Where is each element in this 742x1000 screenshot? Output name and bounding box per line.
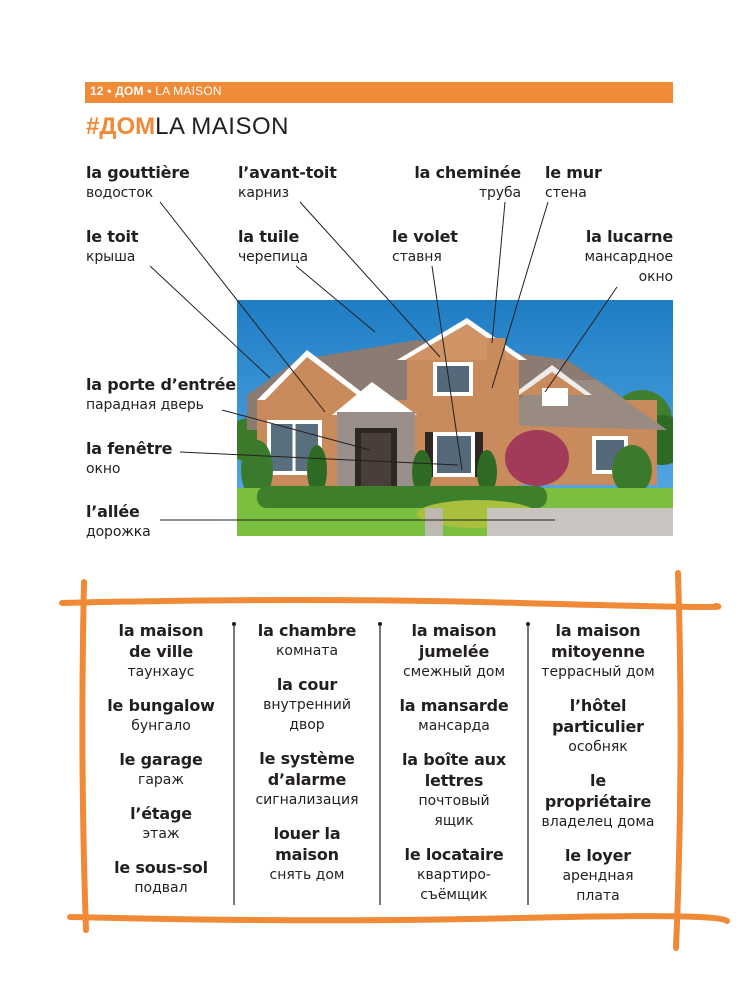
vocab-boite-aux-lettres: la boîte aux lettres почтовый ящик <box>402 750 506 829</box>
label-toit: le toit крыша <box>86 227 139 265</box>
vocab-proprietaire: le propriétaire владелец дома <box>541 771 655 830</box>
label-tuile: la tuile черепица <box>238 227 308 265</box>
vocab-hotel-particulier: l’hôtel particulier особняк <box>552 696 644 755</box>
header-fr-title: LA MAISON <box>155 84 222 98</box>
vocab-systeme-alarme: le système d’alarme сигнализация <box>255 749 359 808</box>
label-avant-toit: l’avant-toit карниз <box>238 163 337 201</box>
vocab-column-3 <box>384 620 524 918</box>
vocab-chambre: la chambre комната <box>257 621 357 659</box>
vocab-bungalow: le bungalow бунгало <box>107 696 215 734</box>
vocab-cour: la cour внутренний двор <box>263 675 351 733</box>
page-number: 12 <box>90 84 104 98</box>
vocab-etage: l’étage этаж <box>130 804 192 842</box>
vocab-louer-maison: louer la maison снять дом <box>269 824 345 883</box>
vocab-maison-mitoyenne: la maison mitoyenne террасный дом <box>541 621 655 680</box>
vocab-mansarde: la mansarde мансарда <box>399 696 509 734</box>
title-text: LA MAISON <box>155 113 289 140</box>
vocab-loyer: le loyer арендная плата <box>562 846 634 904</box>
vocab-column-4 <box>530 620 666 919</box>
vocab-maison-de-ville: la maison de ville таунхаус <box>118 621 204 680</box>
label-allee: l’allée дорожка <box>86 502 151 540</box>
label-mur: le mur стена <box>545 163 602 201</box>
vocab-garage: le garage гараж <box>119 750 203 788</box>
label-volet: le volet ставня <box>392 227 458 265</box>
label-cheminee: la cheminée труба <box>414 163 521 201</box>
running-header: 12 • ДОМ • LA MAISON <box>90 84 222 98</box>
label-gouttiere: la gouttière водосток <box>86 163 190 201</box>
label-fenetre: la fenêtre окно <box>86 439 173 477</box>
header-ru-title: ДОМ <box>115 84 144 98</box>
vocab-sous-sol: le sous-sol подвал <box>114 858 208 896</box>
vocab-column-2 <box>238 620 376 898</box>
label-lucarne: la lucarne мансардное окно <box>584 227 673 285</box>
vocab-maison-jumelee: la maison jumelée смежный дом <box>402 621 506 680</box>
label-porte-entree: la porte d’entrée парадная дверь <box>86 375 236 413</box>
title-hashtag: #ДОМ <box>86 113 156 140</box>
vocab-column-1 <box>94 620 228 911</box>
vocab-locataire: le locataire квартиро- съёмщик <box>404 845 504 903</box>
